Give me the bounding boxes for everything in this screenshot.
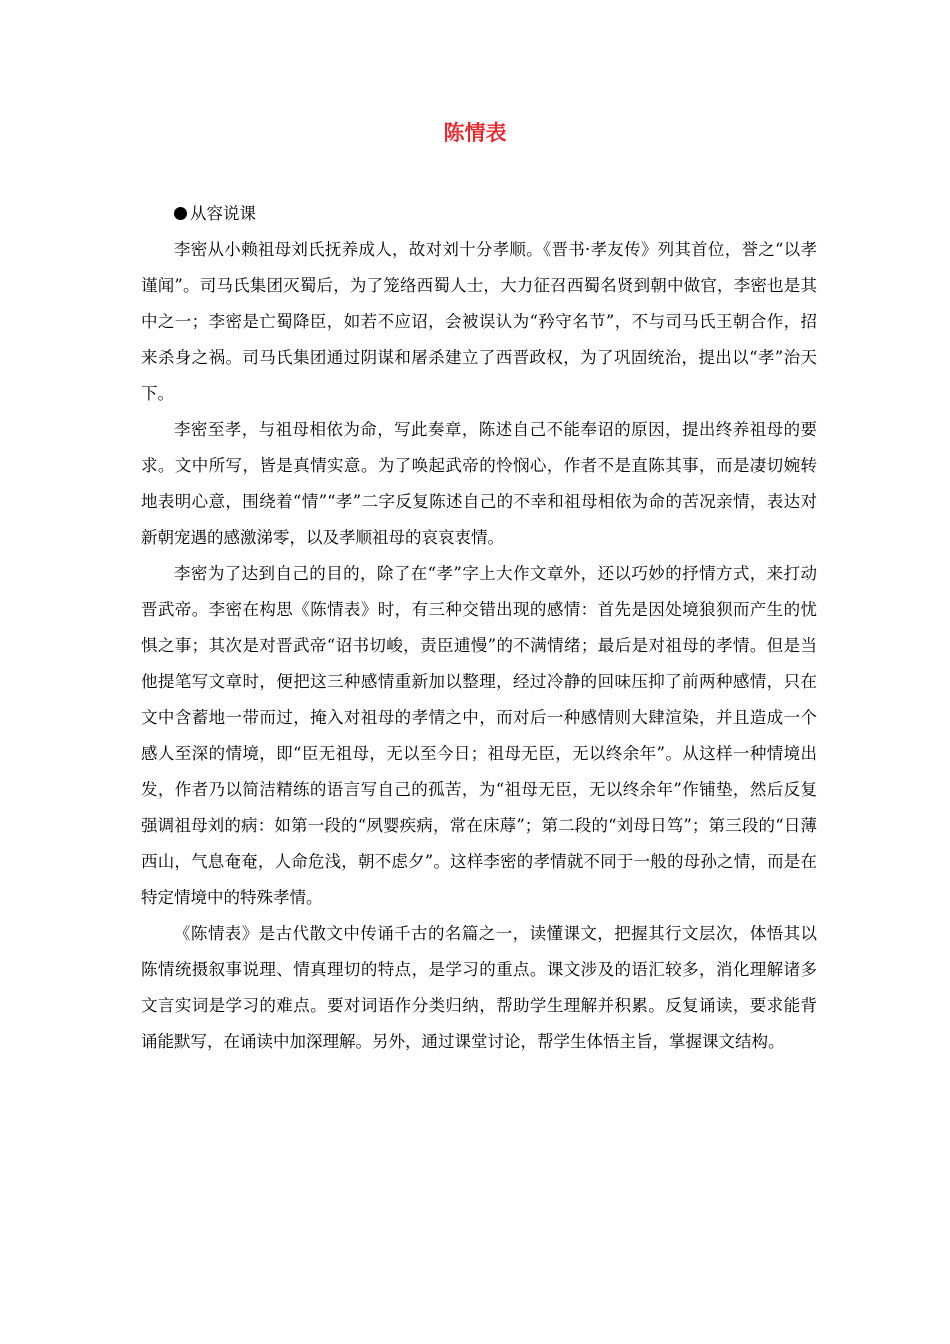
- paragraph-2: 李密至孝，与祖母相依为命，写此奏章，陈述自己不能奉诏的原因，提出终养祖母的要求。文中所写，皆是真情实意。为了唤起武帝的怜悯心，作者不是直陈其事，而是凄切婉转地表明心意，围绕着“情”“孝”二字反复陈述自己的不幸和祖母相依为命的苦况亲情，表达对新朝宠遇的感激涕零，以及孝顺祖母的哀哀衷情。: [141, 420, 817, 547]
- bullet-icon: [174, 207, 187, 220]
- section-heading-text: 从容说课: [190, 204, 256, 223]
- section-heading: [141, 196, 817, 232]
- paragraph-3: 李密为了达到自己的目的，除了在“孝”字上大作文章外，还以巧妙的抒情方式，来打动晋武帝。李密在构思《陈情表》时，有三种交错出现的感情：首先是因处境狼狈而产生的忧惧之事；其次是对晋武帝“诏书切峻，责臣逋慢”的不满情绪；最后是对祖母的孝情。但是当他提笔写文章时，便把这三种感情重新加以整理，经过冷静的回味压抑了前两种感情，只在文中含蓄地一带而过，掩入对祖母的孝情之中，而对后一种感情则大肆渲染，并且造成一个感人至深的情境，即“臣无祖母，无以至今日；祖母无臣，无以终余年”。从这样一种情境出发，作者乃以简洁精练的语言写自己的孤苦，为“祖母无臣，无以终余年”作铺垫，然后反复强调祖母刘的病：如第一段的“夙婴疾病，常在床蓐”；第二段的“刘母日笃”；第三段的“日薄西山，气息奄奄，人命危浅，朝不虑夕”。这样李密的孝情就不同于一般的母孙之情，而是在特定情境中的特殊孝情。: [141, 564, 817, 907]
- paragraph-1: 李密从小赖祖母刘氏抚养成人，故对刘十分孝顺。《晋书·孝友传》列其首位，誉之“以孝谨闻”。司马氏集团灭蜀后，为了笼络西蜀人士，大力征召西蜀名贤到朝中做官，李密也是其中之一；李密是亡蜀降臣，如若不应诏，会被误认为“矜守名节”，不与司马氏王朝合作，招来杀身之祸。司马氏集团通过阴谋和屠杀建立了西晋政权，为了巩固统治，提出以“孝”治天下。: [141, 240, 817, 403]
- page-title: 陈情表: [443, 121, 507, 145]
- document-body: [141, 196, 817, 1060]
- paragraph-4: 《陈情表》是古代散文中传诵千古的名篇之一，读懂课文，把握其行文层次，体悟其以陈情统摄叙事说理、情真理切的特点，是学习的重点。课文涉及的语汇较多，消化理解诸多文言实词是学习的难点。要对词语作分类归纳，帮助学生理解并积累。反复诵读，要求能背诵能默写，在诵读中加深理解。另外，通过课堂讨论，帮学生体悟主旨，掌握课文结构。: [141, 924, 817, 1051]
